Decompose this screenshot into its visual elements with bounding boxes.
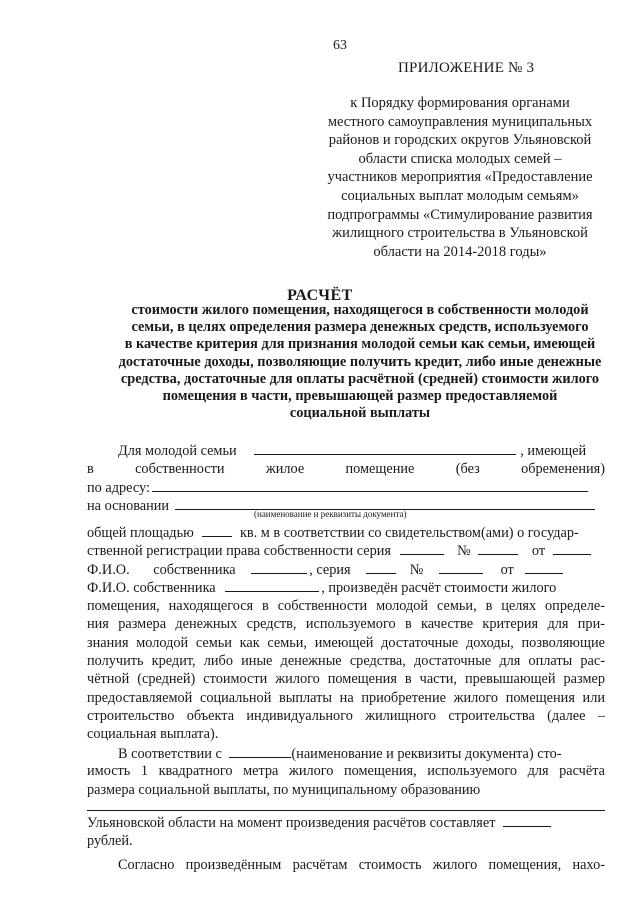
date-blank[interactable]	[553, 541, 591, 555]
address-line	[87, 478, 605, 496]
paragraph-line: размера социальной выплаты, по муниципальному образованию	[87, 782, 481, 798]
paragraph-line: имость 1 квадратного метра жилого помещения, используемого для расчёта	[87, 763, 605, 779]
calc-text: , произведён расчёт стоимости жилого	[321, 580, 557, 596]
conclusion-line: Согласно произведённым расчётам стоимость жилого помещения, нахо-	[118, 857, 605, 873]
subtitle-line: семьи, в целях определения размера денежных средств, используемого	[131, 319, 589, 336]
area-label: общей площадью	[87, 525, 194, 541]
area-text: кв. м в соответствии со свидетельством(ами) о государ-	[239, 525, 579, 541]
accordance-line	[118, 744, 605, 762]
paragraph-line: строительство объекта индивидуального жилищного строительства (далее –	[87, 708, 605, 724]
appendix-ref-line: области списка молодых семей –	[358, 150, 562, 167]
family-name-blank[interactable]	[254, 441, 516, 455]
paragraph-line: ния размера денежных средств, используемого в качестве критерия для при-	[87, 616, 605, 632]
registration-line	[87, 541, 605, 559]
owner-line	[87, 560, 605, 578]
appendix-ref-line: области на 2014-2018 годы»	[373, 243, 547, 260]
appendix-ref-line: к Порядку формирования органами	[350, 95, 570, 111]
document-title: РАСЧЁТ	[287, 287, 353, 304]
subtitle-line: достаточные доходы, позволяющие получить кредит, либо иные денежные	[118, 353, 602, 370]
paragraph-line: получить кредит, либо иные денежные средства, достаточные для оплаты рас-	[87, 653, 605, 669]
number-blank[interactable]	[478, 541, 518, 555]
owner-label: собственника	[153, 562, 236, 578]
family-line	[118, 441, 605, 459]
appendix-reference	[300, 94, 620, 261]
paragraph-line: знания молодой семьи как семьи, имеющей достаточные доходы, позволяющие	[87, 635, 605, 651]
fio-owner-label: Ф.И.О. собственника	[87, 580, 216, 596]
paragraph-line: помещения, находящегося в собственности молодой семьи, в целях определе-	[87, 598, 605, 614]
word: жилое	[265, 461, 305, 477]
note-document: (наименование и реквизиты документа)	[254, 509, 407, 519]
owner-number-blank[interactable]	[439, 560, 483, 574]
appendix-ref-line: участников мероприятия «Предоставление	[327, 169, 593, 186]
rubles-line: рублей.	[87, 833, 133, 849]
word: собственности	[135, 461, 225, 477]
word: помещение	[345, 461, 415, 477]
number-sign: №	[457, 543, 471, 559]
family-label: Для молодой семьи	[118, 443, 237, 459]
appendix-ref-line: подпрограммы «Стимулирование развития	[327, 206, 593, 223]
appendix-ref-line: районов и городских округов Ульяновской	[328, 132, 592, 149]
accordance-text: (наименование и реквизиты документа) сто-	[291, 746, 562, 762]
area-blank[interactable]	[202, 523, 232, 537]
date-label: от	[500, 562, 514, 578]
word: обременения)	[521, 461, 606, 477]
owner-name-blank[interactable]	[251, 560, 307, 574]
subtitle-line: помещения в части, превышающей размер предоставляемой	[162, 388, 558, 405]
document-subtitle	[80, 302, 640, 422]
date-label: от	[531, 543, 546, 559]
registration-label: ственной регистрации права собственности серия	[87, 543, 391, 559]
owner-series-blank[interactable]	[366, 560, 396, 574]
fio-label: Ф.И.О.	[87, 562, 130, 578]
appendix-ref-line: жилищного строительства в Ульяновской	[332, 225, 588, 242]
appendix-title: ПРИЛОЖЕНИЕ № 3	[398, 60, 535, 76]
price-blank[interactable]	[503, 813, 551, 827]
municipality-blank[interactable]	[87, 810, 605, 811]
calc-line	[87, 578, 605, 596]
series-label: , серия	[309, 562, 351, 578]
appendix-ref-line: местного самоуправления муниципальных	[327, 113, 593, 130]
second-owner-blank[interactable]	[225, 578, 319, 592]
address-label: по адресу:	[87, 480, 150, 496]
appendix-ref-line: социальных выплат молодым семьям»	[341, 187, 579, 204]
price-line	[87, 813, 605, 831]
owning-label: , имеющей	[520, 443, 587, 459]
area-line	[87, 523, 605, 541]
basis-label: на основании	[87, 498, 170, 514]
owner-date-blank[interactable]	[525, 560, 563, 574]
basis-blank[interactable]	[175, 496, 595, 510]
paragraph-line: предоставляемой социальной выплаты на приобретение жилого помещения или	[87, 690, 605, 706]
word: (без	[455, 461, 480, 477]
accordance-label: В соответствии с	[118, 746, 222, 762]
subtitle-line: в качестве критерия для признания молодой семьи как семьи, имеющей	[124, 336, 596, 353]
subtitle-line: социальной выплаты	[289, 405, 431, 422]
paragraph-line: чётной (средней) стоимости жилого помещения в части, превышающей размер	[87, 671, 605, 687]
price-text: Ульяновской области на момент произведения расчётов составляет	[87, 815, 496, 831]
accordance-doc-blank[interactable]	[229, 744, 291, 758]
number-sign: №	[409, 562, 424, 578]
subtitle-line: стоимости жилого помещения, находящегося в собственности молодой	[131, 302, 589, 318]
paragraph-line: социальная выплата).	[87, 726, 219, 742]
subtitle-line: средства, достаточные для оплаты расчётной (средней) стоимости жилого	[120, 370, 600, 387]
address-blank[interactable]	[152, 478, 588, 492]
series-blank[interactable]	[400, 541, 444, 555]
page-number: 63	[333, 38, 347, 53]
ownership-line	[87, 460, 605, 478]
word: в	[87, 461, 94, 477]
